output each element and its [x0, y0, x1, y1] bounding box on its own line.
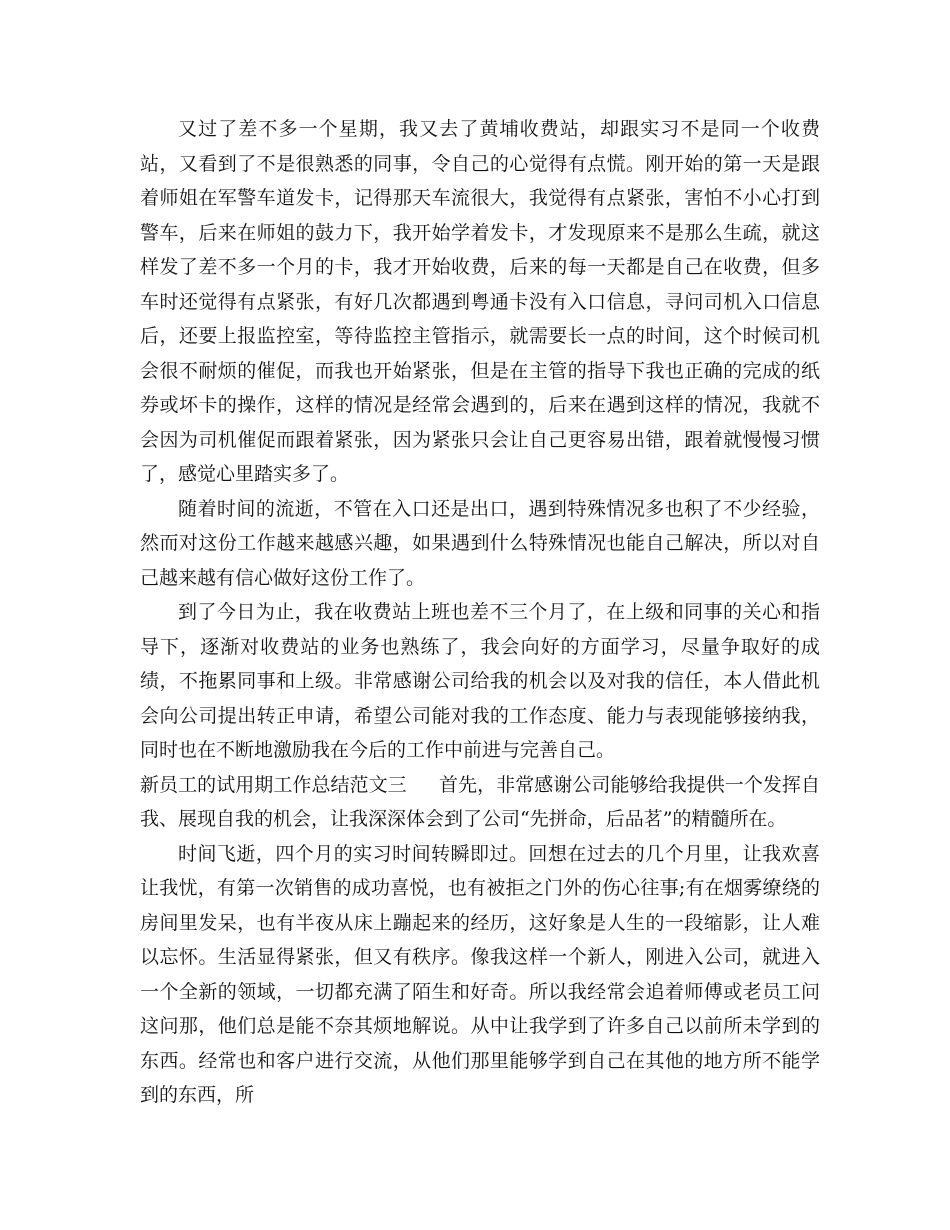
body-paragraph: 又过了差不多一个星期，我又去了黄埔收费站，却跟实习不是同一个收费站，又看到了不是很熟悉的同事，令自己的心觉得有点慌。刚开始的第一天是跟着师姐在军警车道发卡，记得那天车流很大，我觉得有点紧张，害怕不小心打到警车，后来在师姐的鼓力下，我开始学着发卡，才发现原来不是那么生疏，就这样发了差不多一个月的卡，我才开始收费，后来的每一天都是自己在收费，但多车时还觉得有点紧张，有好几次都遇到粤通卡没有入口信息，寻问司机入口信息后，还要上报监控室，等待监控主管指示，就需要长一点的时间，这个时候司机会很不耐烦的催促，而我也开始紧张，但是在主管的指导下我也正确的完成的纸券或坏卡的操作，这样的情况是经常会遇到的，后来在遇到这样的情况，我就不会因为司机催促而跟着紧张，因为紧张只会让自己更容易出错，跟着就慢慢习惯了，感觉心里踏实多了。 [140, 118, 820, 485]
body-paragraph: 时间飞逝，四个月的实习时间转瞬即过。回想在过去的几个月里，让我欢喜让我忧，有第一次销售的成功喜悦，也有被拒之门外的伤心往事;有在烟雾缭绕的房间里发呆，也有半夜从床上蹦起来的经历，这好象是人生的一段缩影，让人难以忘怀。生活显得紧张，但又有秩序。像我这样一个新人，刚进入公司，就进入一个全新的领域，一切都充满了陌生和好奇。所以我经常会追着师傅或老员工问这问那，他们总是能不奈其烦地解说。从中让我学到了许多自己以前所未学到的东西。经常也和客户进行交流，从他们那里能够学到自己在其他的地方所不能学到的东西，所 [140, 842, 820, 1106]
section-intro-paragraph [140, 768, 820, 837]
body-paragraph: 随着时间的流逝，不管在入口还是出口，遇到特殊情况多也积了不少经验，然而对这份工作越来越感兴趣，如果遇到什么特殊情况也能自己解决，所以对自己越来越有信心做好这份工作了。 [140, 497, 820, 589]
section-title: 新员工的试用期工作总结范文三 [140, 773, 407, 796]
body-paragraph: 到了今日为止，我在收费站上班也差不三个月了，在上级和同事的关心和指导下，逐渐对收费站的业务也熟练了，我会向好的方面学习，尽量争取好的成绩，不拖累同事和上级。非常感谢公司给我的机会以及对我的信任，本人借此机会向公司提出转正申请，希望公司能对我的工作态度、能力与表现能够接纳我，同时也在不断地激励我在今后的工作中前进与完善自己。 [140, 601, 820, 761]
section-first-text: 首先，非常感谢公司能够给我提供一个发挥自我、展现自我的机会，让我深深体会到了公司“先拼命，后品茗”的精髓所在。 [140, 773, 820, 830]
document-body [140, 112, 820, 1113]
